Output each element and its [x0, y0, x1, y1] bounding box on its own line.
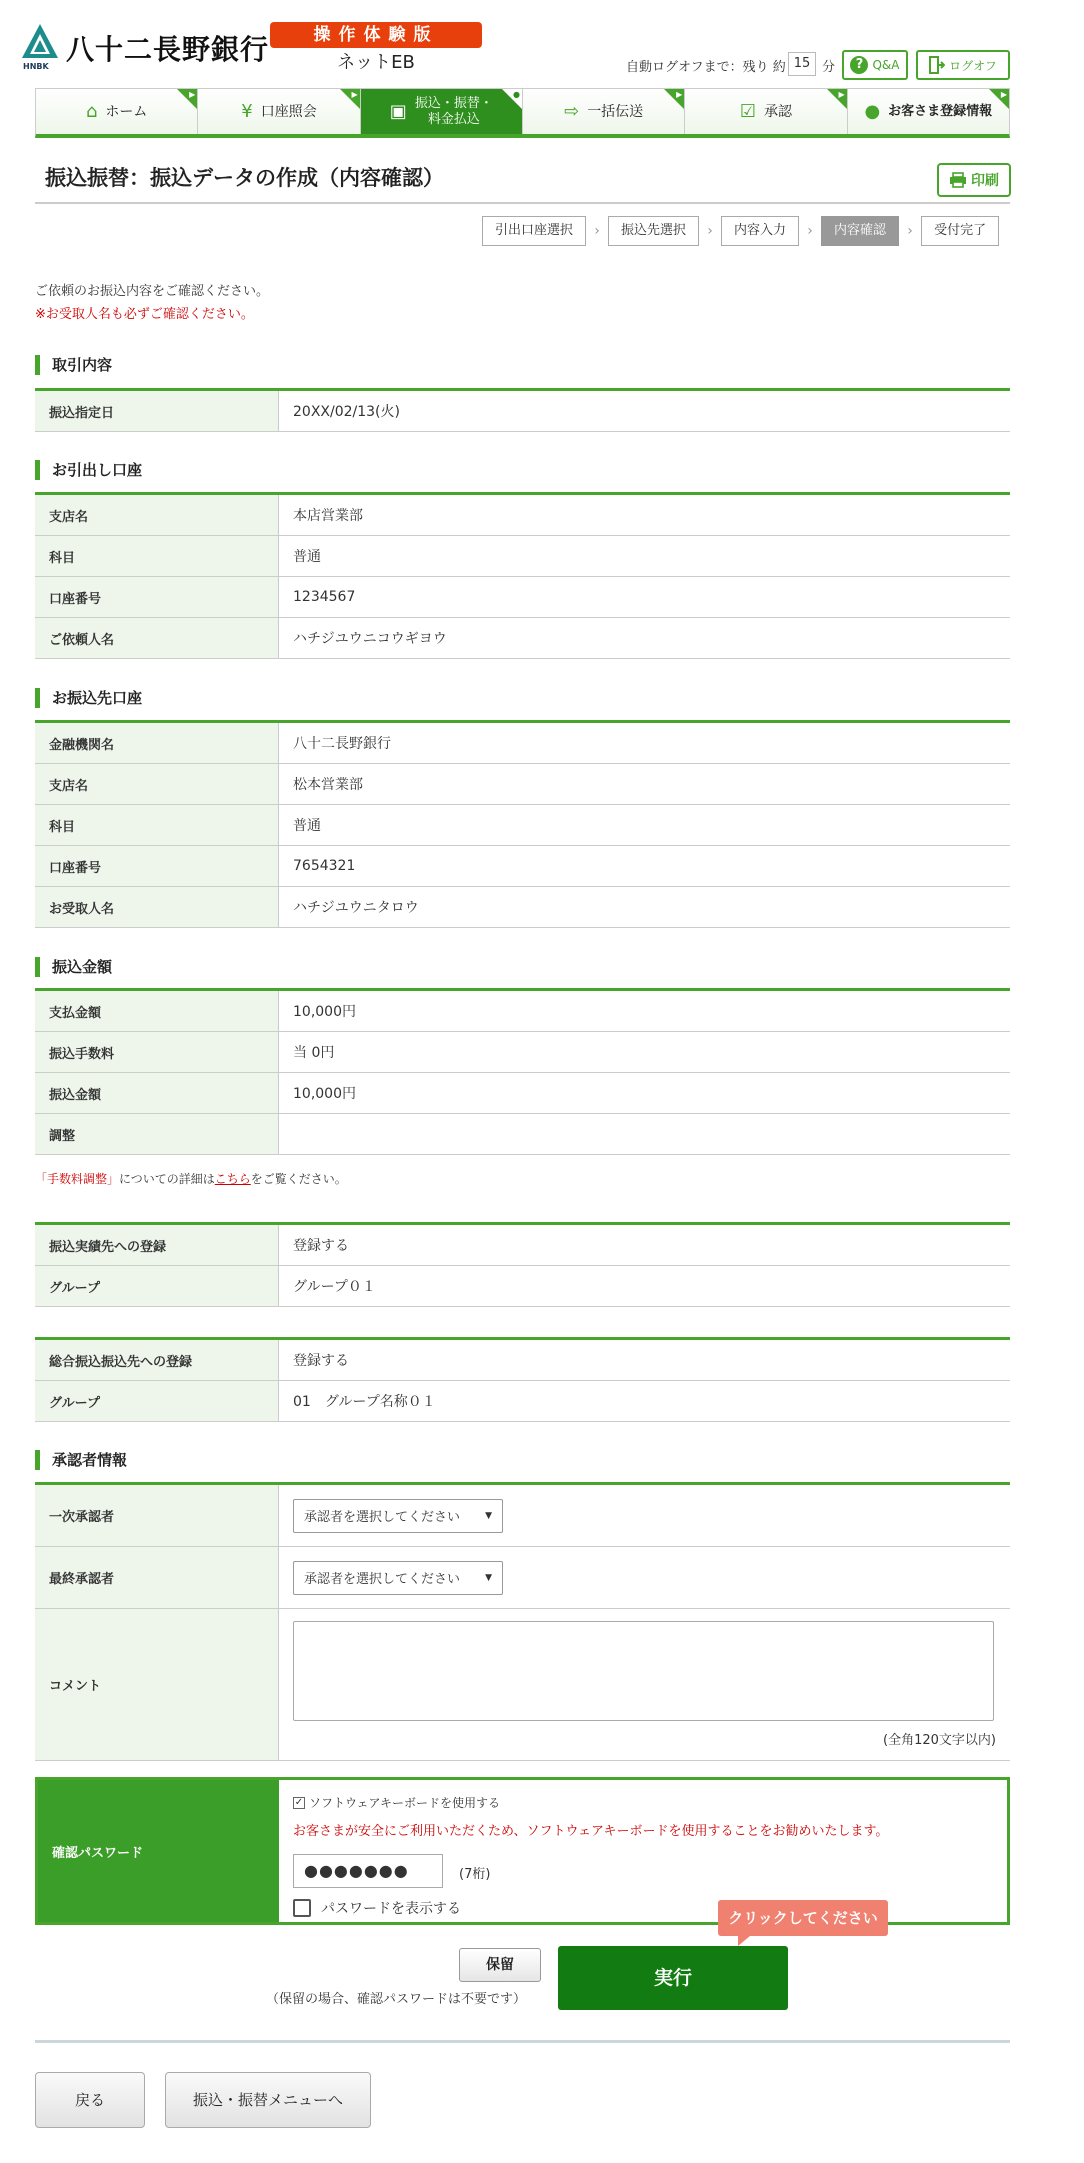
- nav-transfer[interactable]: [361, 89, 523, 134]
- transaction-table: [35, 388, 1010, 432]
- password-input[interactable]: ●●●●●●●: [293, 1854, 443, 1888]
- step-source-account: 引出口座選択: [482, 216, 586, 246]
- row-value: 10,000円: [293, 1004, 356, 1020]
- printer-icon: [949, 172, 967, 188]
- table-row: [35, 805, 1010, 846]
- software-keyboard-label: ソフトウェアキーボードを使用する: [309, 1796, 501, 1810]
- transfer-menu-button[interactable]: 振込・振替メニューへ: [165, 2072, 371, 2128]
- step-content-input: 内容入力: [721, 216, 799, 246]
- fee-note-prefix: 「手数料調整」: [35, 1172, 120, 1186]
- logoff-label: ログオフ: [949, 58, 997, 73]
- row-label: コメント: [35, 1609, 279, 1760]
- dropdown-arrow-icon: ▼: [485, 1510, 492, 1521]
- table-row: [35, 1609, 1010, 1761]
- step-payee-select: 振込先選択: [608, 216, 699, 246]
- password-label: 確認パスワード: [38, 1780, 279, 1922]
- print-button[interactable]: [937, 163, 1011, 197]
- row-value: 本店営業部: [293, 508, 363, 524]
- row-value: 01 グループ名称０１: [293, 1394, 436, 1410]
- row-label: 科目: [35, 536, 279, 576]
- approve-icon: ☑: [739, 101, 757, 122]
- hold-button[interactable]: 保留: [459, 1948, 541, 1982]
- table-row: [35, 1225, 1010, 1266]
- global-nav: [35, 88, 1010, 138]
- show-password-label: パスワードを表示する: [321, 1901, 461, 1917]
- select-value: 承認者を選択してください: [304, 1510, 461, 1525]
- table-row: [35, 1485, 1010, 1547]
- row-label: 振込手数料: [35, 1032, 279, 1072]
- triangle-icon: ▶: [189, 90, 196, 99]
- row-label: お受取人名: [35, 887, 279, 927]
- row-label: 最終承認者: [35, 1547, 279, 1608]
- checkbox-checked-icon: ✓: [294, 1797, 304, 1808]
- chevron-right-icon: ›: [807, 223, 813, 239]
- nav-label: 振込・振替・ 料金払込: [414, 95, 493, 127]
- click-tooltip: クリックしてください: [718, 1900, 888, 1936]
- section-title-transaction: 取引内容: [35, 355, 112, 375]
- table-row: [35, 1381, 1010, 1422]
- table-row: [35, 1547, 1010, 1609]
- table-row: [35, 495, 1010, 536]
- comment-limit-note: (全角120文字以内): [883, 1733, 996, 1748]
- qa-label: Q&A: [872, 58, 900, 72]
- user-icon: ●: [864, 101, 881, 122]
- row-value: [279, 1485, 1010, 1546]
- password-digits-note: (7桁): [459, 1867, 491, 1882]
- app-name: ネットEB: [337, 52, 415, 73]
- row-label: 科目: [35, 805, 279, 845]
- table-row: [35, 1032, 1010, 1073]
- intro-text: ご依頼のお振込内容をご確認ください。: [35, 284, 270, 299]
- row-value: 登録する: [293, 1353, 349, 1369]
- row-label: グループ: [35, 1266, 279, 1306]
- row-value: グループ０１: [293, 1279, 376, 1295]
- row-label: ご依頼人名: [35, 618, 279, 658]
- first-approver-select[interactable]: [293, 1499, 503, 1533]
- nav-label: ホーム: [105, 103, 148, 120]
- row-value: 松本営業部: [293, 777, 363, 793]
- intro-warning: ※お受取人名も必ずご確認ください。: [35, 307, 254, 322]
- logout-door-icon: [929, 56, 945, 74]
- withdrawal-table: [35, 492, 1010, 659]
- table-row: [35, 846, 1010, 887]
- row-value: 登録する: [293, 1238, 349, 1254]
- bulk-registration-table: [35, 1337, 1010, 1422]
- fee-adjust-note: [35, 1170, 347, 1187]
- hold-note: （保留の場合、確認パスワードは不要です）: [266, 1992, 527, 2007]
- nav-label: 一括伝送: [587, 103, 644, 120]
- row-value: 7654321: [293, 858, 356, 874]
- auto-logoff-unit: 分: [822, 60, 836, 75]
- table-row: [35, 887, 1010, 928]
- yen-wallet-icon: ¥: [241, 101, 253, 122]
- fee-note-middle: についての詳細は: [119, 1172, 215, 1186]
- row-label: 支店名: [35, 764, 279, 804]
- table-row: [35, 618, 1010, 659]
- section-title-payee: お振込先口座: [35, 688, 142, 708]
- row-label: 振込指定日: [35, 391, 279, 431]
- select-value: 承認者を選択してください: [304, 1572, 461, 1587]
- row-value: ハチジユウニタロウ: [293, 900, 419, 916]
- table-row: [35, 1340, 1010, 1381]
- nav-account-inquiry[interactable]: [198, 89, 360, 134]
- tooltip-tail: [738, 1936, 750, 1946]
- atm-icon: ▣: [389, 101, 407, 122]
- table-row: [35, 764, 1010, 805]
- nav-bulk-transmission[interactable]: [523, 89, 685, 134]
- software-keyboard-checkbox[interactable]: [293, 1794, 500, 1811]
- triangle-icon: ▶: [838, 90, 845, 99]
- dropdown-arrow-icon: ▼: [485, 1572, 492, 1583]
- bank-name: 八十二長野銀行: [66, 33, 270, 66]
- row-label: 一次承認者: [35, 1485, 279, 1546]
- checkbox-icon: [293, 1899, 311, 1917]
- row-label: 口座番号: [35, 846, 279, 886]
- approver-table: [35, 1482, 1010, 1761]
- step-content-confirm: 内容確認: [821, 216, 899, 246]
- row-label: グループ: [35, 1381, 279, 1421]
- payee-table: [35, 720, 1010, 928]
- nav-label: 承認: [764, 103, 793, 120]
- table-row: [35, 1114, 1010, 1155]
- row-value: [279, 1547, 1010, 1608]
- section-title-approver: 承認者情報: [35, 1450, 127, 1470]
- fee-note-link[interactable]: こちら: [214, 1172, 251, 1186]
- row-label: 支払金額: [35, 991, 279, 1031]
- table-row: [35, 391, 1010, 432]
- row-value: 普通: [293, 549, 321, 565]
- bottom-divider: [35, 2040, 1010, 2043]
- progress-steps: [482, 216, 999, 246]
- auto-logoff-minutes: 15: [788, 52, 816, 76]
- row-value: 八十二長野銀行: [293, 736, 391, 752]
- transmit-icon: ⇨: [564, 101, 580, 122]
- header: [20, 22, 1010, 84]
- back-button[interactable]: 戻る: [35, 2072, 145, 2128]
- final-approver-select[interactable]: [293, 1561, 503, 1595]
- nav-label: お客さま登録情報: [888, 103, 993, 119]
- title-divider: [35, 202, 1010, 204]
- nav-approval[interactable]: [685, 89, 847, 134]
- table-row: [35, 991, 1010, 1032]
- row-label: 総合振込振込先への登録: [35, 1340, 279, 1380]
- triangle-icon: ▶: [351, 90, 358, 99]
- software-keyboard-warning: お客さまが安全にご利用いただくため、ソフトウェアキーボードを使用することをお勧めいたします。: [293, 1824, 889, 1839]
- section-title-withdrawal: お引出し口座: [35, 460, 142, 480]
- demo-badge: 操作体験版: [270, 22, 482, 48]
- row-value: [279, 1114, 1010, 1154]
- comment-textarea[interactable]: [293, 1621, 994, 1721]
- row-label: 支店名: [35, 495, 279, 535]
- chevron-right-icon: ›: [907, 223, 913, 239]
- row-value: [279, 1609, 1010, 1760]
- row-label: 金融機関名: [35, 723, 279, 763]
- table-row: [35, 577, 1010, 618]
- table-row: [35, 723, 1010, 764]
- question-icon: ?: [850, 56, 868, 74]
- password-fields: [279, 1780, 1007, 1922]
- row-value: 当 0円: [293, 1045, 335, 1061]
- registration-table: [35, 1222, 1010, 1307]
- auto-logoff-label: 自動ログオフまで：残り 約: [626, 60, 786, 75]
- nav-customer-info[interactable]: [848, 89, 1009, 134]
- print-label: 印刷: [971, 173, 999, 189]
- row-label: 振込実績先への登録: [35, 1225, 279, 1265]
- circle-icon: ●: [513, 90, 520, 99]
- execute-button[interactable]: 実行: [558, 1946, 788, 2010]
- logoff-button[interactable]: [916, 50, 1010, 80]
- row-value: 普通: [293, 818, 321, 834]
- chevron-right-icon: ›: [707, 223, 713, 239]
- fee-note-suffix: をご覧ください。: [250, 1172, 347, 1186]
- triangle-icon: ▶: [1000, 90, 1007, 99]
- nav-label: 口座照会: [260, 103, 317, 120]
- row-value: ハチジユウニコウギヨウ: [293, 631, 447, 647]
- row-value: 10,000円: [293, 1086, 356, 1102]
- home-icon: ⌂: [85, 101, 98, 122]
- table-row: [35, 1266, 1010, 1307]
- row-value: 20XX/02/13(火): [293, 404, 400, 420]
- nav-home[interactable]: [36, 89, 198, 134]
- row-label: 振込金額: [35, 1073, 279, 1113]
- qa-button[interactable]: [842, 50, 908, 80]
- section-title-amount: 振込金額: [35, 957, 112, 977]
- triangle-icon: ▶: [676, 90, 683, 99]
- amount-table: [35, 988, 1010, 1155]
- table-row: [35, 536, 1010, 577]
- row-label: 調整: [35, 1114, 279, 1154]
- row-label: 口座番号: [35, 577, 279, 617]
- show-password-checkbox[interactable]: [293, 1898, 461, 1918]
- page-title: 振込振替：振込データの作成（内容確認）: [45, 166, 444, 190]
- logo-text: HNBK: [23, 62, 49, 71]
- row-value: 1234567: [293, 589, 356, 605]
- table-row: [35, 1073, 1010, 1114]
- chevron-right-icon: ›: [594, 223, 600, 239]
- step-complete: 受付完了: [921, 216, 999, 246]
